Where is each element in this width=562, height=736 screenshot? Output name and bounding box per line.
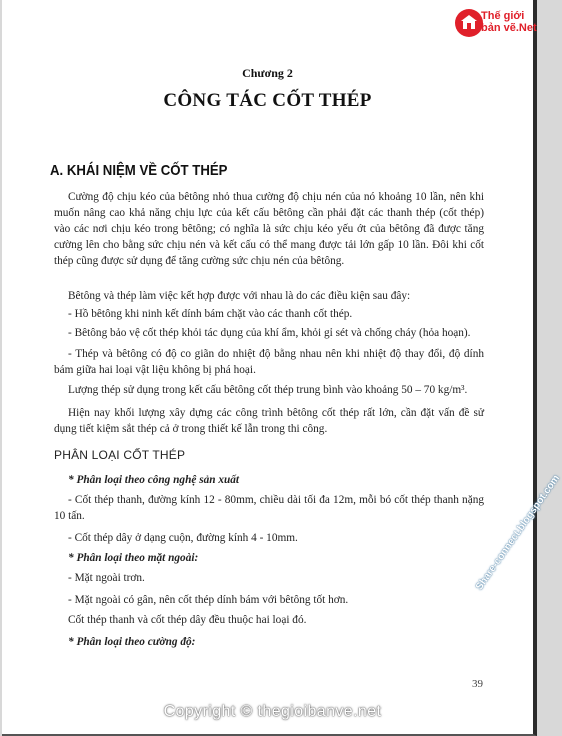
classification-item: - Cốt thép dây ở dạng cuộn, đường kính 4 - 10mm. <box>68 532 298 544</box>
copyright-watermark: Copyright © thegioibanve.net <box>163 703 382 720</box>
condition-item: - Hồ bêtông khi ninh kết dính bám chặt vào các thanh cốt thép. <box>68 308 353 320</box>
house-icon <box>461 15 477 29</box>
paragraph-economy: Hiện nay khối lượng xây dựng các công trình bêtông cốt thép rất lớn, cần đặt vấn đề sử dụng tiết kiệm sắt thép cả ở trong thiết kế lẫn trong thi công. <box>54 407 484 435</box>
classification-subheading: * Phân loại theo mặt ngoài: <box>68 552 199 564</box>
logo-line2: bản vẽ.Net <box>481 22 537 34</box>
classification-subheading: * Phân loại theo cường độ: <box>68 636 196 648</box>
classification-item: Cốt thép thanh và cốt thép dây đều thuộc hai loại đó. <box>68 614 307 626</box>
classification-item: - Cốt thép thanh, đường kính 12 - 80mm, chiều dài tối đa 12m, mỗi bó cốt thép thanh nặng 10 tấn. <box>54 494 484 522</box>
logo-line1: Thế giới <box>481 10 525 22</box>
chapter-title: CÔNG TÁC CỐT THÉP <box>163 90 372 111</box>
paragraph-steel-amount: Lượng thép sử dụng trong kết cấu bêtông cốt thép trung bình vào khoảng 50 – 70 kg/m³. <box>68 384 468 396</box>
paragraph-conditions: Bêtông và thép làm việc kết hợp được với nhau là do các điều kiện sau đây: <box>68 290 411 302</box>
condition-item: - Thép và bêtông có độ co giãn do nhiệt độ bằng nhau nên khi nhiệt độ thay đổi, độ dính bám giữa hai loại vật liệu không bị phá hoại. <box>54 348 484 376</box>
paragraph-intro: Cường độ chịu kéo của bêtông nhỏ thua cường độ chịu nén của nó khoảng 10 lần, nên khi muốn nâng cao khả năng chịu lực của kết cấu bêtông cần phải đặt các thanh thép (cốt thép) vào các nơi chịu kéo trong bêtông; có nghĩa là sức chịu kéo yếu ớt của bêtông đã được tăng cường lên cho bằng sức chịu nén và kết cấu có thể mang được tải lớn gấp 10 lần. Đôi khi cốt thép cũng được sử dụng để tăng cường sức chịu nén của bêtông. <box>54 191 484 267</box>
vertical-watermark: Share-connect.blogspot.com <box>474 473 562 593</box>
document-page <box>2 0 562 736</box>
chapter-label: Chương 2 <box>242 66 293 80</box>
site-logo[interactable] <box>455 7 537 43</box>
classification-item: - Mặt ngoài trơn. <box>68 572 145 584</box>
classification-heading: PHÂN LOẠI CỐT THÉP <box>54 448 186 462</box>
condition-item: - Bêtông bảo vệ cốt thép khỏi tác dụng của khí ẩm, khỏi gỉ sét và chống cháy (hỏa hoạn). <box>68 327 471 339</box>
page-number: 39 <box>472 678 483 690</box>
classification-subheading: * Phân loại theo công nghệ sản xuất <box>68 474 240 486</box>
section-heading: A. KHÁI NIỆM VỀ CỐT THÉP <box>50 162 228 179</box>
classification-item: - Mặt ngoài có gân, nên cốt thép dính bám với bêtông tốt hơn. <box>68 594 349 606</box>
